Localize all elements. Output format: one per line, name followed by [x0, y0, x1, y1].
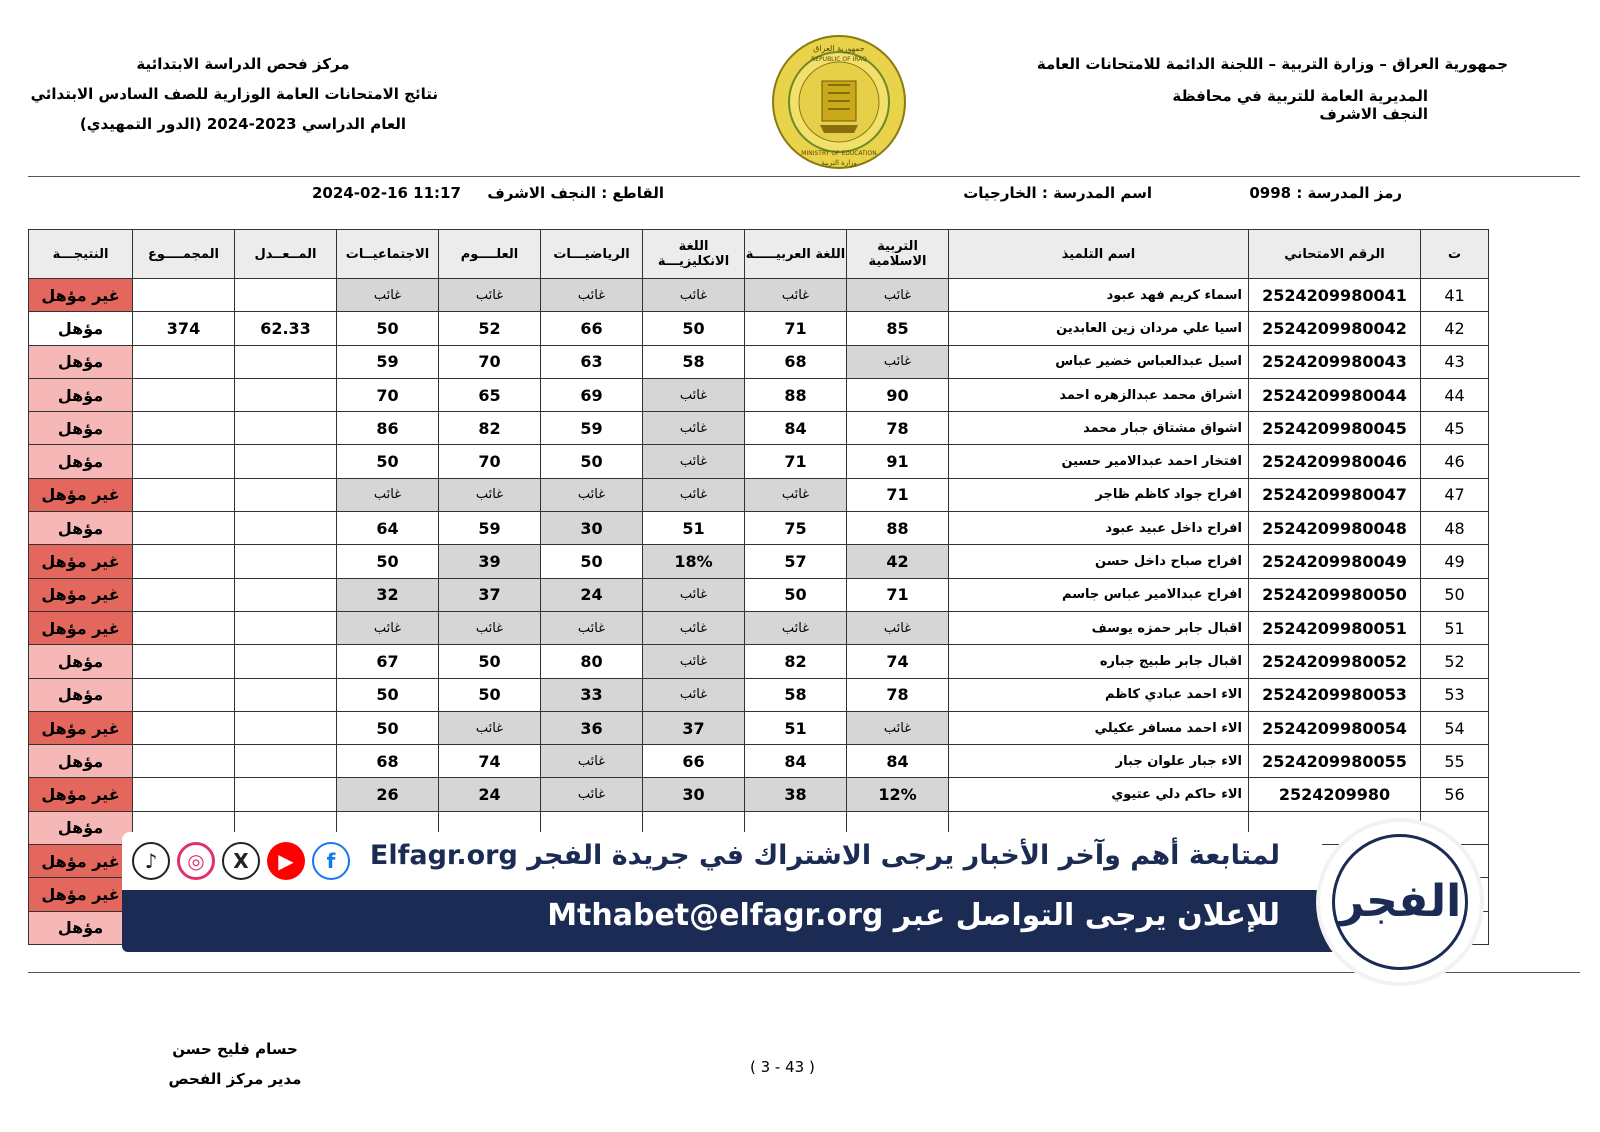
- row-number: 45: [1421, 412, 1489, 445]
- grade-cell: 50: [439, 678, 541, 711]
- total-cell: [133, 345, 235, 378]
- instagram-icon[interactable]: ◎: [177, 842, 215, 880]
- grade-cell: غائب: [643, 478, 745, 511]
- banner-ads-line: للإعلان يرجى التواصل عبر Mthabet@elfagr.org: [547, 898, 1280, 933]
- grade-cell: غائب: [643, 611, 745, 644]
- header-exam-center: [30, 55, 438, 145]
- table-row: [29, 778, 1489, 811]
- school-name: اسم المدرسة : الخارجيات: [963, 184, 1152, 202]
- grade-cell: 50: [337, 678, 439, 711]
- grade-cell: 58: [745, 678, 847, 711]
- student-name: الاء حاكم دلي عتيوي: [949, 778, 1249, 811]
- exam-number: 2524209980052: [1249, 645, 1421, 678]
- grade-cell: غائب: [745, 611, 847, 644]
- grade-cell: غائب: [439, 478, 541, 511]
- logo-en-top-text: REPUBLIC OF IRAQ: [811, 56, 867, 63]
- result-badge: مؤهل: [29, 911, 133, 944]
- total-cell: [133, 545, 235, 578]
- grade-cell: غائب: [745, 279, 847, 312]
- grade-cell: 88: [745, 378, 847, 411]
- student-name: افراح عبدالامير عباس جاسم: [949, 578, 1249, 611]
- total-cell: [133, 445, 235, 478]
- table-row: [29, 312, 1489, 345]
- result-badge: غير مؤهل: [29, 845, 133, 878]
- total-cell: [133, 711, 235, 744]
- grade-cell: 84: [847, 745, 949, 778]
- row-number: 46: [1421, 445, 1489, 478]
- grade-cell: 71: [847, 578, 949, 611]
- grade-cell: 80: [541, 645, 643, 678]
- row-number: 44: [1421, 378, 1489, 411]
- header-governorate-line: النجف الاشرف: [1319, 105, 1428, 123]
- signer-name: حسام فليح حسن: [172, 1040, 298, 1058]
- exam-number: 2524209980049: [1249, 545, 1421, 578]
- result-badge: مؤهل: [29, 645, 133, 678]
- grade-cell: 75: [745, 512, 847, 545]
- student-name: الاء احمد عبادي كاظم: [949, 678, 1249, 711]
- grade-cell: 50: [643, 312, 745, 345]
- row-number: 48: [1421, 512, 1489, 545]
- grade-cell: 66: [643, 745, 745, 778]
- banner-site[interactable]: Elfagr.org: [369, 840, 518, 871]
- result-badge: غير مؤهل: [29, 545, 133, 578]
- average-cell: [235, 512, 337, 545]
- school-code: رمز المدرسة : 0998: [1249, 184, 1402, 202]
- row-number: 56: [1421, 778, 1489, 811]
- grade-cell: غائب: [439, 279, 541, 312]
- student-name: اسيل عبدالعباس خضير عباس: [949, 345, 1249, 378]
- column-header: المــعــدل: [235, 230, 337, 279]
- row-number: 43: [1421, 345, 1489, 378]
- average-cell: [235, 378, 337, 411]
- grade-cell: 50: [337, 312, 439, 345]
- grade-cell: 78: [847, 412, 949, 445]
- column-header: النتيجـــة: [29, 230, 133, 279]
- column-header: اسم التلميذ: [949, 230, 1249, 279]
- total-cell: [133, 611, 235, 644]
- grade-cell: 57: [745, 545, 847, 578]
- footer-divider: [28, 972, 1580, 973]
- grade-cell: غائب: [643, 678, 745, 711]
- table-row: [29, 478, 1489, 511]
- grade-cell: غائب: [847, 279, 949, 312]
- student-name: افراح جواد كاظم ظاجر: [949, 478, 1249, 511]
- grade-cell: 30: [541, 512, 643, 545]
- exam-number: 2524209980051: [1249, 611, 1421, 644]
- grade-cell: غائب: [847, 611, 949, 644]
- exam-number: 2524209980: [1249, 778, 1421, 811]
- print-datetime: 2024-02-16 11:17: [312, 184, 461, 202]
- table-row: [29, 445, 1489, 478]
- exam-number: 2524209980054: [1249, 711, 1421, 744]
- grade-cell: 68: [745, 345, 847, 378]
- total-cell: [133, 512, 235, 545]
- grade-cell: 18%: [643, 545, 745, 578]
- column-header: المجمــــوع: [133, 230, 235, 279]
- total-cell: [133, 745, 235, 778]
- grade-cell: غائب: [541, 745, 643, 778]
- average-cell: 62.33: [235, 312, 337, 345]
- signer-title: مدير مركز الفحص: [168, 1070, 302, 1088]
- exam-number: 2524209980045: [1249, 412, 1421, 445]
- student-name: اسماء كريم فهد عبود: [949, 279, 1249, 312]
- header-ministry: [1037, 55, 1508, 123]
- header-ministry-line: جمهورية العراق – وزارة التربية – اللجنة الدائمة للامتحانات العامة: [1036, 55, 1508, 73]
- grade-cell: غائب: [439, 711, 541, 744]
- grade-cell: غائب: [643, 378, 745, 411]
- logo-bottom-text: وزارة التربية: [821, 159, 857, 167]
- exam-number: 2524209980047: [1249, 478, 1421, 511]
- column-header: التربية الاسلامية: [847, 230, 949, 279]
- grade-cell: 59: [541, 412, 643, 445]
- average-cell: [235, 778, 337, 811]
- ministry-logo: [770, 33, 908, 171]
- header-directorate-line: المديرية العامة للتربية في محافظة: [1172, 87, 1428, 105]
- result-badge: مؤهل: [29, 412, 133, 445]
- grade-cell: 68: [337, 745, 439, 778]
- grade-cell: غائب: [643, 445, 745, 478]
- column-header: الاجتماعيــات: [337, 230, 439, 279]
- exam-number: 2524209980050: [1249, 578, 1421, 611]
- grade-cell: 67: [337, 645, 439, 678]
- grade-cell: غائب: [337, 478, 439, 511]
- grade-cell: 12%: [847, 778, 949, 811]
- grade-cell: 50: [337, 545, 439, 578]
- grade-cell: 74: [847, 645, 949, 678]
- grade-cell: 24: [541, 578, 643, 611]
- grade-cell: 33: [541, 678, 643, 711]
- grade-cell: 65: [439, 378, 541, 411]
- grade-cell: 42: [847, 545, 949, 578]
- facebook-icon[interactable]: f: [312, 842, 350, 880]
- exam-number: 2524209980046: [1249, 445, 1421, 478]
- social-icons: [132, 842, 357, 880]
- grade-cell: 70: [439, 345, 541, 378]
- banner-subscribe-text: لمتابعة أهم وآخر الأخبار يرجى الاشتراك في جريدة الفجر: [527, 840, 1280, 871]
- grade-cell: 59: [439, 512, 541, 545]
- grade-cell: 38: [745, 778, 847, 811]
- total-cell: [133, 578, 235, 611]
- row-number: 54: [1421, 711, 1489, 744]
- result-badge: مؤهل: [29, 678, 133, 711]
- student-name: افتخار احمد عبدالامير حسين: [949, 445, 1249, 478]
- grade-cell: 37: [439, 578, 541, 611]
- table-header-row: [29, 230, 1489, 279]
- grade-cell: غائب: [643, 412, 745, 445]
- grade-cell: 50: [439, 645, 541, 678]
- row-number: 51: [1421, 611, 1489, 644]
- column-header: العلــــوم: [439, 230, 541, 279]
- student-name: افراح داخل عبيد عبود: [949, 512, 1249, 545]
- page-number: ( 3 - 43 ): [750, 1058, 815, 1076]
- sector: القاطع : النجف الاشرف: [487, 184, 664, 202]
- grade-cell: 71: [745, 445, 847, 478]
- header-center-line: مركز فحص الدراسة الابتدائية: [136, 55, 350, 73]
- row-number: 41: [1421, 279, 1489, 312]
- result-badge: غير مؤهل: [29, 279, 133, 312]
- exam-number: 2524209980041: [1249, 279, 1421, 312]
- total-cell: [133, 478, 235, 511]
- grade-cell: 84: [745, 412, 847, 445]
- grade-cell: غائب: [541, 778, 643, 811]
- column-header: ت: [1421, 230, 1489, 279]
- grade-cell: 39: [439, 545, 541, 578]
- student-name: اشراق محمد عبدالزهره احمد: [949, 378, 1249, 411]
- grade-cell: غائب: [541, 478, 643, 511]
- grade-cell: غائب: [643, 645, 745, 678]
- table-row: [29, 378, 1489, 411]
- grade-cell: غائب: [337, 279, 439, 312]
- grade-cell: 51: [745, 711, 847, 744]
- result-badge: غير مؤهل: [29, 778, 133, 811]
- row-number: 52: [1421, 645, 1489, 678]
- average-cell: [235, 711, 337, 744]
- logo-en-bottom-text: MINISTRY OF EDUCATION: [801, 150, 877, 157]
- grade-cell: 84: [745, 745, 847, 778]
- result-badge: مؤهل: [29, 378, 133, 411]
- grade-cell: 36: [541, 711, 643, 744]
- grade-cell: 37: [643, 711, 745, 744]
- result-badge: مؤهل: [29, 811, 133, 844]
- average-cell: [235, 578, 337, 611]
- student-name: اشواق مشتاق جبار محمد: [949, 412, 1249, 445]
- grade-cell: 24: [439, 778, 541, 811]
- grade-cell: غائب: [643, 279, 745, 312]
- result-badge: غير مؤهل: [29, 711, 133, 744]
- header-divider: [28, 176, 1580, 177]
- column-header: اللغة العربيـــــة: [745, 230, 847, 279]
- elfagr-banner: [122, 832, 1480, 964]
- banner-subscribe-line: [370, 840, 1280, 871]
- result-badge: مؤهل: [29, 512, 133, 545]
- grade-cell: 71: [847, 478, 949, 511]
- row-number: 55: [1421, 745, 1489, 778]
- grade-cell: 86: [337, 412, 439, 445]
- table-row: [29, 645, 1489, 678]
- column-header: الرياضيـــات: [541, 230, 643, 279]
- grade-cell: 51: [643, 512, 745, 545]
- column-header: الرقم الامتحاني: [1249, 230, 1421, 279]
- total-cell: [133, 412, 235, 445]
- grade-cell: 32: [337, 578, 439, 611]
- elfagr-logo-badge: [1320, 822, 1480, 982]
- total-cell: 374: [133, 312, 235, 345]
- grade-cell: 50: [337, 711, 439, 744]
- average-cell: [235, 478, 337, 511]
- total-cell: [133, 378, 235, 411]
- average-cell: [235, 445, 337, 478]
- grade-cell: 59: [337, 345, 439, 378]
- average-cell: [235, 678, 337, 711]
- result-badge: مؤهل: [29, 745, 133, 778]
- result-badge: مؤهل: [29, 312, 133, 345]
- exam-number: 2524209980048: [1249, 512, 1421, 545]
- table-row: [29, 678, 1489, 711]
- grade-cell: غائب: [643, 578, 745, 611]
- grade-cell: 66: [541, 312, 643, 345]
- average-cell: [235, 745, 337, 778]
- grade-cell: 26: [337, 778, 439, 811]
- grade-cell: 30: [643, 778, 745, 811]
- elfagr-logo-text: الفجر: [1332, 834, 1468, 970]
- table-row: [29, 711, 1489, 744]
- header-year-line: العام الدراسي 2023-2024 (الدور التمهيدي): [79, 115, 407, 133]
- student-name: اقبال جابر طبيج جباره: [949, 645, 1249, 678]
- grade-cell: 78: [847, 678, 949, 711]
- result-badge: غير مؤهل: [29, 478, 133, 511]
- row-number: 42: [1421, 312, 1489, 345]
- exam-number: 2524209980043: [1249, 345, 1421, 378]
- grade-cell: 91: [847, 445, 949, 478]
- table-row: [29, 512, 1489, 545]
- grade-cell: غائب: [337, 611, 439, 644]
- exam-number: 2524209980042: [1249, 312, 1421, 345]
- exam-number: 2524209980053: [1249, 678, 1421, 711]
- grade-cell: 64: [337, 512, 439, 545]
- grade-cell: 70: [439, 445, 541, 478]
- total-cell: [133, 678, 235, 711]
- table-row: [29, 412, 1489, 445]
- table-row: [29, 578, 1489, 611]
- row-number: 47: [1421, 478, 1489, 511]
- table-row: [29, 611, 1489, 644]
- grade-cell: 88: [847, 512, 949, 545]
- grade-cell: 90: [847, 378, 949, 411]
- grade-cell: 82: [745, 645, 847, 678]
- grade-cell: غائب: [847, 345, 949, 378]
- tiktok-icon[interactable]: ♪: [132, 842, 170, 880]
- result-badge: مؤهل: [29, 345, 133, 378]
- exam-number: 2524209980055: [1249, 745, 1421, 778]
- result-badge: غير مؤهل: [29, 578, 133, 611]
- table-row: [29, 279, 1489, 312]
- student-name: افراح صباح داخل حسن: [949, 545, 1249, 578]
- table-row: [29, 345, 1489, 378]
- exam-number: 2524209980044: [1249, 378, 1421, 411]
- row-number: 50: [1421, 578, 1489, 611]
- grade-cell: 50: [541, 545, 643, 578]
- youtube-icon[interactable]: ▶: [267, 842, 305, 880]
- row-number: 49: [1421, 545, 1489, 578]
- average-cell: [235, 645, 337, 678]
- average-cell: [235, 345, 337, 378]
- signature-block: [160, 1040, 310, 1100]
- grade-cell: 69: [541, 378, 643, 411]
- row-number: 53: [1421, 678, 1489, 711]
- total-cell: [133, 778, 235, 811]
- grade-cell: 71: [745, 312, 847, 345]
- x-icon[interactable]: X: [222, 842, 260, 880]
- grade-cell: 70: [337, 378, 439, 411]
- grade-cell: 58: [643, 345, 745, 378]
- column-header: اللغة الانكليزيـــة: [643, 230, 745, 279]
- grade-cell: 63: [541, 345, 643, 378]
- student-name: اسيا علي مردان زين العابدين: [949, 312, 1249, 345]
- result-badge: غير مؤهل: [29, 878, 133, 911]
- grade-cell: 50: [745, 578, 847, 611]
- grade-cell: 74: [439, 745, 541, 778]
- result-badge: مؤهل: [29, 445, 133, 478]
- grade-cell: غائب: [541, 611, 643, 644]
- student-name: الاء احمد مسافر عكيلي: [949, 711, 1249, 744]
- total-cell: [133, 645, 235, 678]
- student-name: اقبال جابر حمزه يوسف: [949, 611, 1249, 644]
- table-row: [29, 545, 1489, 578]
- grade-cell: غائب: [439, 611, 541, 644]
- grade-cell: 52: [439, 312, 541, 345]
- total-cell: [133, 279, 235, 312]
- logo-top-text: جمهورية العراق: [813, 44, 865, 53]
- result-badge: غير مؤهل: [29, 611, 133, 644]
- average-cell: [235, 412, 337, 445]
- grade-cell: 82: [439, 412, 541, 445]
- grade-cell: 85: [847, 312, 949, 345]
- grade-cell: غائب: [541, 279, 643, 312]
- header-results-line: نتائج الامتحانات العامة الوزارية للصف السادس الابتدائي: [30, 85, 438, 103]
- table-row: [29, 745, 1489, 778]
- average-cell: [235, 279, 337, 312]
- grade-cell: 50: [337, 445, 439, 478]
- student-name: الاء جبار علوان جبار: [949, 745, 1249, 778]
- grade-cell: غائب: [745, 478, 847, 511]
- grade-cell: 50: [541, 445, 643, 478]
- average-cell: [235, 611, 337, 644]
- average-cell: [235, 545, 337, 578]
- grade-cell: غائب: [847, 711, 949, 744]
